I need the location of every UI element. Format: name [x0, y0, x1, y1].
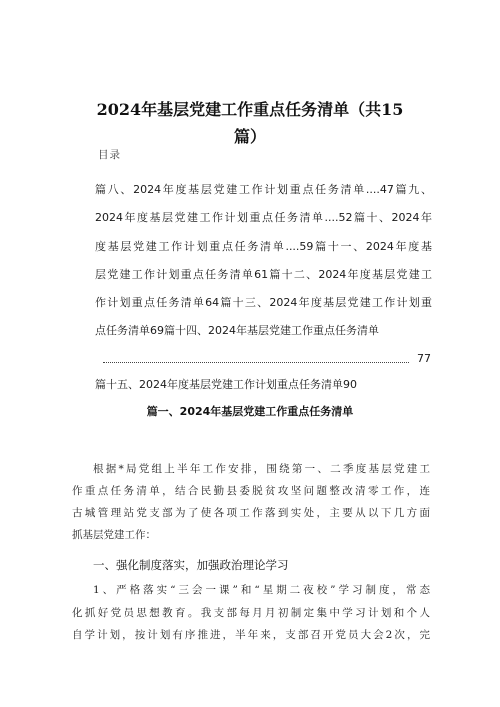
toc-line: 作计划重点任务清单64篇十三、2024年度基层党建工作计划重 — [95, 296, 432, 309]
body-line: 古城管理站党支部为了使各项工作落到实处，主要从以下几方面 — [72, 507, 430, 519]
body-line: 根据*局党组上半年工作安排，围绕第一、二季度基层党建工 — [93, 463, 430, 475]
section-title: 篇一、2024年基层党建工作重点任务清单 — [146, 405, 354, 418]
body-line: 作重点任务清单，结合民勤县委脱贫攻坚问题整改清零工作，连 — [72, 485, 430, 497]
toc-line: 2024年度基层党建工作计划重点任务清单....52篇十、2024年 — [95, 211, 432, 224]
dot-leader — [103, 362, 409, 363]
toc-heading: 目录 — [98, 149, 121, 161]
body-line: 抓基层党建工作： — [72, 529, 156, 541]
toc-line: 点任务清单69篇十四、2024年基层党建工作重点任务清单 — [95, 324, 379, 337]
toc-line: 层党建工作计划重点任务清单61篇十二、2024年度基层党建工 — [95, 268, 432, 281]
toc-line: 篇八、2024年度基层党建工作计划重点任务清单....47篇九、 — [95, 183, 432, 196]
document-title-line-1: 2024年基层党建工作重点任务清单（共15 — [96, 100, 404, 119]
document-title-line-2: 篇） — [233, 127, 266, 146]
body-line: 自学计划，按计划有序推进，半年来，支部召开党员大会2次，完 — [72, 629, 430, 641]
subsection-heading: 一、强化制度落实，加强政治理论学习 — [93, 558, 289, 572]
body-line: 1、严格落实“三会一课”和“星期二夜校”学习制度，常态 — [93, 584, 430, 596]
body-line: 化抓好党员思想教育。我支部每月月初制定集中学习计划和个人 — [72, 607, 430, 619]
toc-page-number: 77 — [417, 352, 431, 365]
toc-dot-leader — [103, 352, 431, 366]
toc-line: 篇十五、2024年度基层党建工作计划重点任务清单90 — [95, 378, 357, 391]
toc-line: 度基层党建工作计划重点任务清单....59篇十一、2024年度基 — [95, 240, 432, 253]
